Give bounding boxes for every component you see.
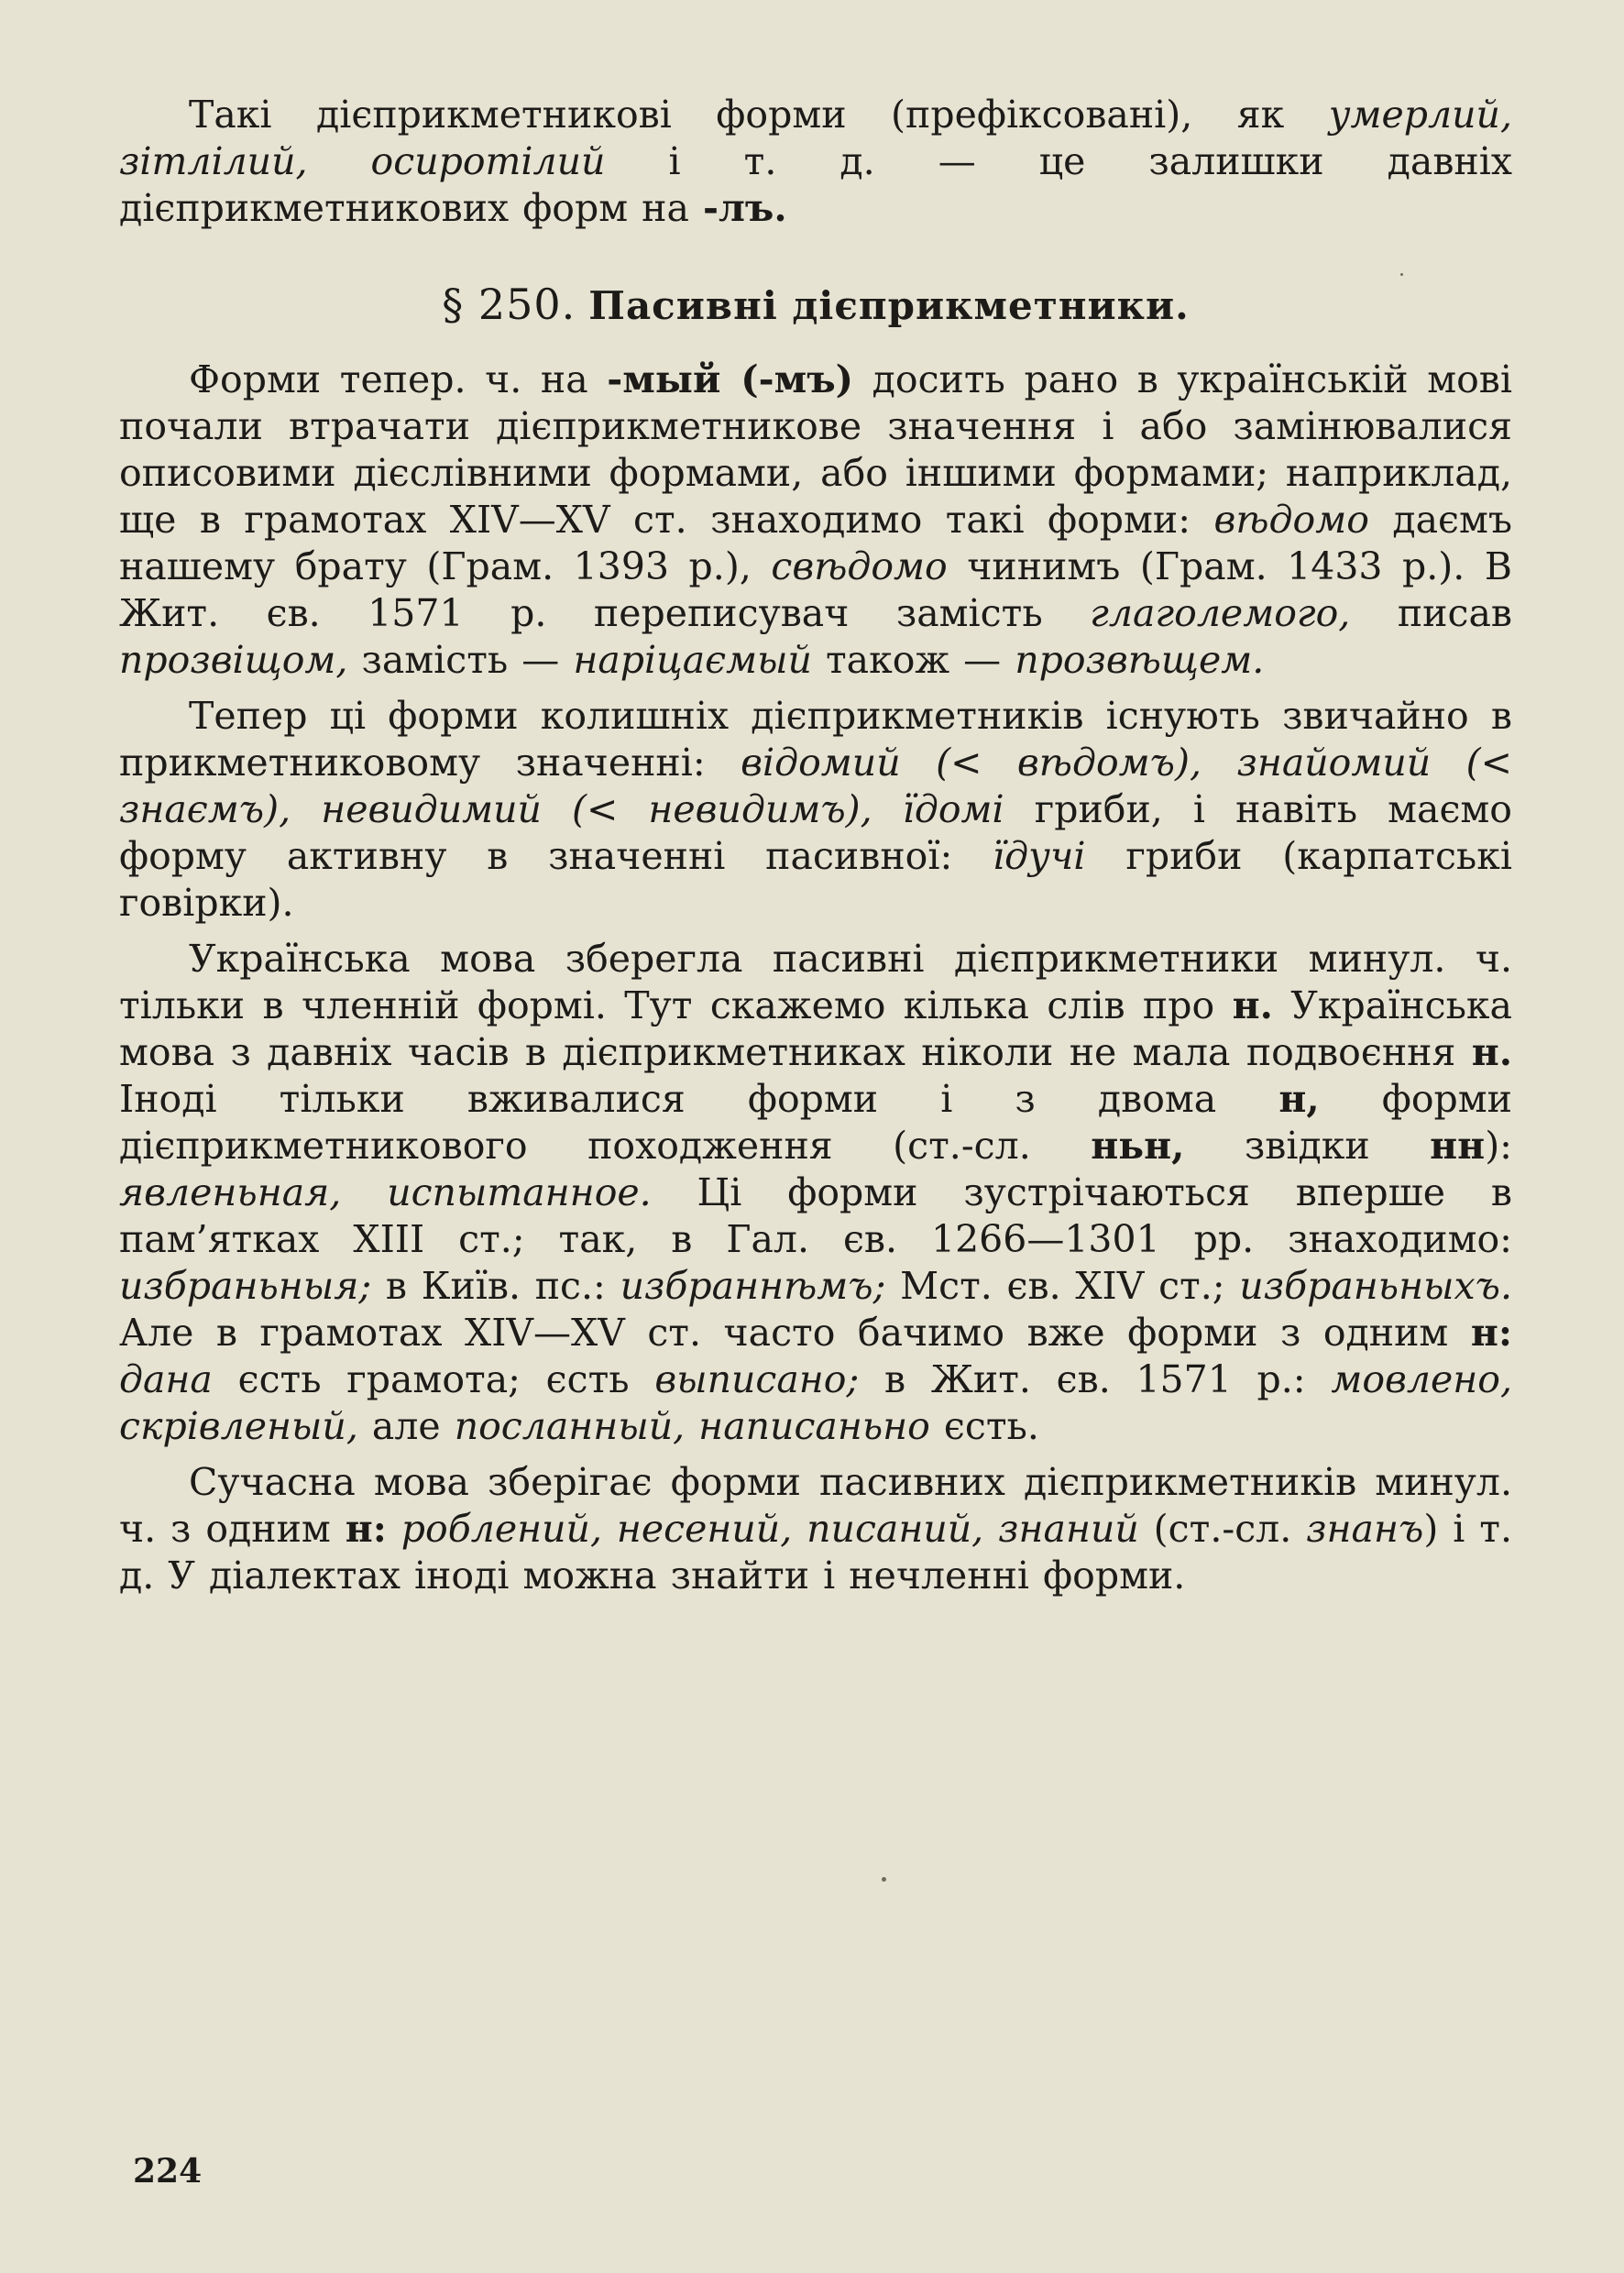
p1-italic-6: прозвѣщем. bbox=[1015, 638, 1265, 682]
p1-text-4: чинимъ (Грам. 1433 р.). В Жит. єв. 1571 р. переписувач замість bbox=[119, 544, 1512, 635]
paragraph-1 bbox=[119, 357, 1512, 684]
paragraph-2 bbox=[119, 693, 1512, 927]
p3-italic-3: избраннѣмъ; bbox=[620, 1264, 886, 1308]
intro-italic-examples: умерлий, зітлілий, осиротілий bbox=[119, 93, 1512, 183]
p4-italic-1: роблений, несений, писаний, знаний bbox=[401, 1507, 1139, 1551]
p3-text-5: звідки bbox=[1184, 1124, 1431, 1168]
p3-text-8: в Київ. пс.: bbox=[371, 1264, 620, 1308]
p3-text-1: Українська мова зберегла пасивні дієприкметники минул. ч. тільки в членній формі. Тут скажемо кілька слів про bbox=[119, 937, 1512, 1027]
p3-text-7: Ці форми зустрічаються вперше в пам’ятках XIII ст.; так, в Гал. єв. 1266—1301 рр. знаходимо: bbox=[119, 1170, 1512, 1261]
p3-italic-4: избраньныхъ. bbox=[1239, 1264, 1512, 1308]
p1-text-2: досить рано в українській мові почали втрачати дієприкметникове значення і або замінювалися описовими дієслівними формами, або іншими формами; наприклад, ще в грамотах XIV—XV ст. знаходимо такі форми: bbox=[119, 357, 1512, 542]
p4-text-3: (ст.-сл. bbox=[1138, 1507, 1307, 1551]
p4-text-2 bbox=[387, 1507, 401, 1551]
p3-text-6: ): bbox=[1485, 1124, 1512, 1168]
p1-italic-4: прозвіщом, bbox=[119, 638, 348, 682]
p3-bold-1: н. bbox=[1232, 983, 1273, 1027]
p3-italic-8: посланный, написаньно bbox=[454, 1404, 930, 1448]
p3-bold-2: н. bbox=[1471, 1030, 1512, 1074]
p3-text-10: Але в грамотах XIV—XV ст. часто бачимо вже форми з одним bbox=[119, 1311, 1471, 1355]
p3-bold-5: нн bbox=[1430, 1124, 1486, 1168]
p1-text-1: Форми тепер. ч. на bbox=[189, 357, 608, 401]
paragraph-3 bbox=[119, 936, 1512, 1450]
p1-text-7: також — bbox=[811, 638, 1015, 682]
p4-italic-2: знанъ bbox=[1306, 1507, 1424, 1551]
section-number: § 250. bbox=[442, 280, 576, 329]
p1-italic-3: глаголемого, bbox=[1090, 591, 1351, 635]
p3-italic-2: избраньныя; bbox=[119, 1264, 372, 1308]
intro-paragraph bbox=[119, 92, 1512, 232]
p3-text-4: форми дієприкметникового походження (ст.-сл. bbox=[119, 1077, 1512, 1168]
intro-bold-suffix: -лъ. bbox=[702, 186, 787, 230]
section-title: Пасивні дієприкметники. bbox=[588, 283, 1190, 328]
p4-text-4: ) і т. д. У діалектах іноді можна знайти і нечленні форми. bbox=[119, 1507, 1512, 1598]
p3-italic-7: мовлено, скрівленый, bbox=[119, 1357, 1512, 1448]
paper-speck bbox=[882, 1877, 886, 1882]
p3-text-14: але bbox=[357, 1404, 455, 1448]
p4-bold-1: н: bbox=[345, 1507, 387, 1551]
page-body bbox=[119, 92, 1512, 2200]
p2-text-1: Тепер ці форми колишніх дієприкметників існують звичайно в прикметниковому значенні: bbox=[119, 694, 1512, 785]
p2-italic-1: відомий (< вѣдомъ), знайомий (< знаємъ), невидимий (< невидимъ), їдомі bbox=[119, 741, 1512, 831]
p2-italic-2: їдучі bbox=[993, 834, 1086, 878]
p2-text-3: гриби (карпатські говірки). bbox=[119, 834, 1512, 925]
p1-text-3: даємъ нашему брату (Грам. 1393 р.), bbox=[119, 498, 1512, 588]
intro-text-2: і т. д. — це залишки давніх дієприкметникових форм на bbox=[119, 139, 1512, 230]
p1-italic-2: свѣдомо bbox=[771, 544, 948, 588]
p2-text-2: гриби, і навіть маємо форму активну в значенні пасивної: bbox=[119, 787, 1512, 878]
p3-italic-1: явленьная, испытанное. bbox=[119, 1170, 652, 1214]
p1-italic-1: вѣдомо bbox=[1213, 498, 1369, 542]
p3-bold-3: н, bbox=[1278, 1077, 1320, 1121]
intro-text-1: Такі дієприкметникові форми (префіксовані), як bbox=[189, 93, 1329, 137]
p3-text-15: єсть. bbox=[929, 1404, 1039, 1448]
p3-italic-6: выписано; bbox=[654, 1357, 860, 1401]
paragraph-4 bbox=[119, 1459, 1512, 1599]
p1-bold-1: -мый (-мъ) bbox=[607, 357, 854, 401]
p3-bold-4: ньн, bbox=[1091, 1124, 1185, 1168]
p3-text-2: Українська мова з давніх часів в дієприкметниках ніколи не мала подвоєння bbox=[119, 983, 1512, 1074]
p4-text-1: Сучасна мова зберігає форми пасивних дієприкметників минул. ч. з одним bbox=[119, 1460, 1512, 1551]
p3-text-9: Мст. єв. XIV ст.; bbox=[885, 1264, 1240, 1308]
p1-text-6: замість — bbox=[347, 638, 574, 682]
p3-text-13: в Жит. єв. 1571 р.: bbox=[859, 1357, 1332, 1401]
p1-italic-5: наріцаємый bbox=[573, 638, 812, 682]
section-heading bbox=[119, 280, 1512, 329]
p3-text-12: єсть грамота; єсть bbox=[212, 1357, 655, 1401]
p3-bold-6: н: bbox=[1470, 1311, 1512, 1355]
p3-italic-5: дана bbox=[119, 1357, 213, 1401]
p3-text-3: Іноді тільки вживалися форми і з двома bbox=[119, 1077, 1279, 1121]
p1-text-5: писав bbox=[1350, 591, 1512, 635]
page-number: 224 bbox=[133, 2152, 203, 2191]
paper-speck bbox=[1400, 273, 1403, 276]
